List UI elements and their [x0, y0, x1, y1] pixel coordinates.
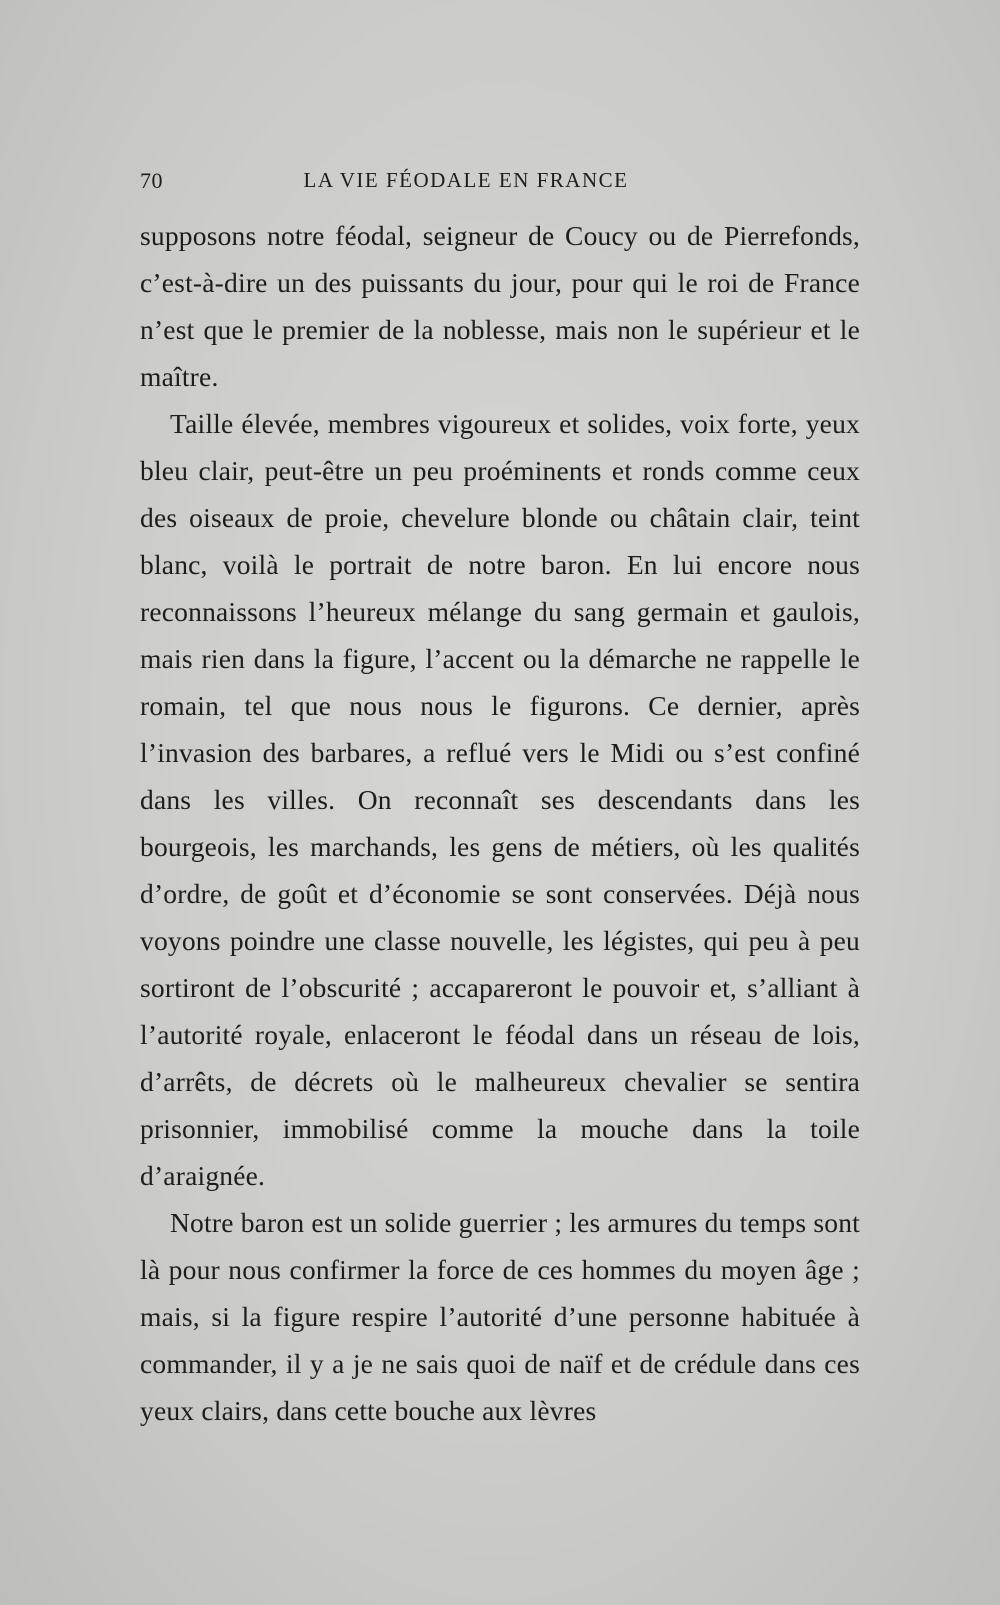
paragraph-portrait: Taille élevée, membres vigoureux et solides, voix forte, yeux bleu clair, peut-être un peu proéminents et ronds comme ceux des oiseaux de proie, chevelure blonde ou châtain clair, teint blanc, voilà le portrait de notre baron. En lui encore nous reconnaissons l’heureux mélange du sang germain et gaulois, mais rien dans la figure, l’accent ou la démarche ne rappelle le romain, tel que nous nous le figurons. Ce dernier, après l’invasion des barbares, a reflué vers le Midi ou s’est confiné dans les villes. On reconnaît ses descendants dans les bourgeois, les marchands, les gens de métiers, où les qualités d’ordre, de goût et d’économie se sont conservées. Déjà nous voyons poindre une classe nouvelle, les légistes, qui peu à peu sortiront de l’obscurité ; accapareront le pouvoir et, s’alliant à l’autorité royale, enlaceront le féodal dans un réseau de lois, d’arrêts, de décrets où le malheureux chevalier se sentira prisonnier, immobilisé comme la mouche dans la toile d’araignée. — [140, 408, 860, 1191]
paragraph-continued: supposons notre féodal, seigneur de Coucy ou de Pierrefonds, c’est-à-dire un des puissants du jour, pour qui le roi de France n’est que le premier de la noblesse, mais non le supérieur et le maître. — [140, 220, 860, 392]
body-text — [140, 212, 860, 1434]
page-header — [140, 168, 860, 200]
running-title: LA VIE FÉODALE EN FRANCE — [303, 168, 629, 192]
paragraph-warrior: Notre baron est un solide guerrier ; les armures du temps sont là pour nous confirmer la force de ces hommes du moyen âge ; mais, si la figure respire l’autorité d’une personne habituée à commander, il y a je ne sais quoi de naïf et de crédule dans ces yeux clairs, dans cette bouche aux lèvres — [140, 1207, 860, 1426]
page-number: 70 — [140, 168, 163, 193]
